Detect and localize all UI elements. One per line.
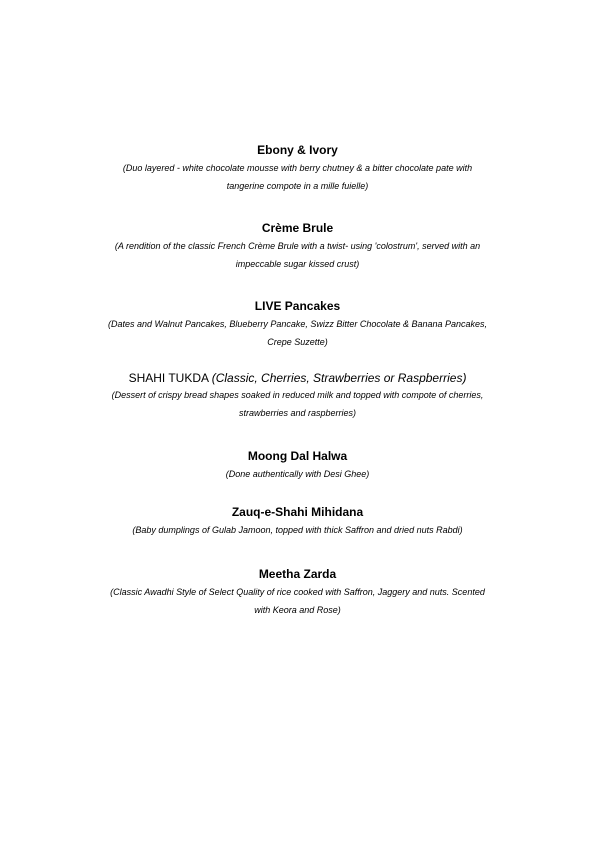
menu-item-title: Ebony & Ivory — [257, 143, 338, 157]
description-line: (Baby dumplings of Gulab Jamoon, topped with thick Saffron and dried nuts Rabdi) — [132, 525, 463, 535]
menu-item-title: Meetha Zarda — [258, 567, 337, 581]
menu-item-title: LIVE Pancakes — [254, 299, 341, 313]
description-line: (A rendition of the classic French Crème Brule with a twist- using 'colostrum', served with an — [114, 241, 481, 251]
menu-item-meetha-zarda — [60, 566, 535, 619]
menu-item-live-pancakes — [60, 298, 535, 351]
description-line: tangerine compote in a mille fuielle) — [226, 181, 369, 191]
menu-item-variants: (Classic, Cherries, Strawberries or Raspberries) — [211, 371, 467, 385]
description-line: strawberries and raspberries) — [238, 408, 357, 418]
menu-item-description — [60, 465, 535, 483]
menu-item-title: SHAHI TUKDA (Classic, Cherries, Strawberries or Raspberries) — [128, 371, 467, 385]
description-line: Crepe Suzette) — [267, 337, 328, 347]
menu-item-zauq-e-shahi-mihidana — [60, 504, 535, 539]
description-line: with Keora and Rose) — [254, 605, 341, 615]
description-line: impeccable sugar kissed crust) — [235, 259, 360, 269]
description-line: (Dessert of crispy bread shapes soaked in reduced milk and topped with compote of cherries, — [111, 390, 484, 400]
menu-item-description — [60, 159, 535, 195]
description-line: (Dates and Walnut Pancakes, Blueberry Pancake, Swizz Bitter Chocolate & Banana Pancakes, — [107, 319, 488, 329]
menu-item-creme-brule — [60, 220, 535, 273]
menu-item-description — [60, 386, 535, 422]
menu-item-ebony-ivory — [60, 142, 535, 195]
description-line: (Classic Awadhi Style of Select Quality of rice cooked with Saffron, Jaggery and nuts. Scented — [110, 587, 485, 597]
menu-item-description — [60, 237, 535, 273]
menu-item-shahi-tukda — [60, 370, 535, 422]
menu-item-description — [60, 521, 535, 539]
description-line: (Duo layered - white chocolate mousse with berry chutney & a bitter chocolate pate with — [122, 163, 473, 173]
menu-item-title: Zauq-e-Shahi Mihidana — [231, 505, 364, 519]
description-line: (Done authentically with Desi Ghee) — [225, 469, 370, 479]
menu-item-title: Moong Dal Halwa — [247, 449, 348, 463]
menu-item-moong-dal-halwa — [60, 448, 535, 483]
menu-item-description — [60, 583, 535, 619]
menu-item-description — [60, 315, 535, 351]
menu-item-title: Crème Brule — [261, 221, 334, 235]
